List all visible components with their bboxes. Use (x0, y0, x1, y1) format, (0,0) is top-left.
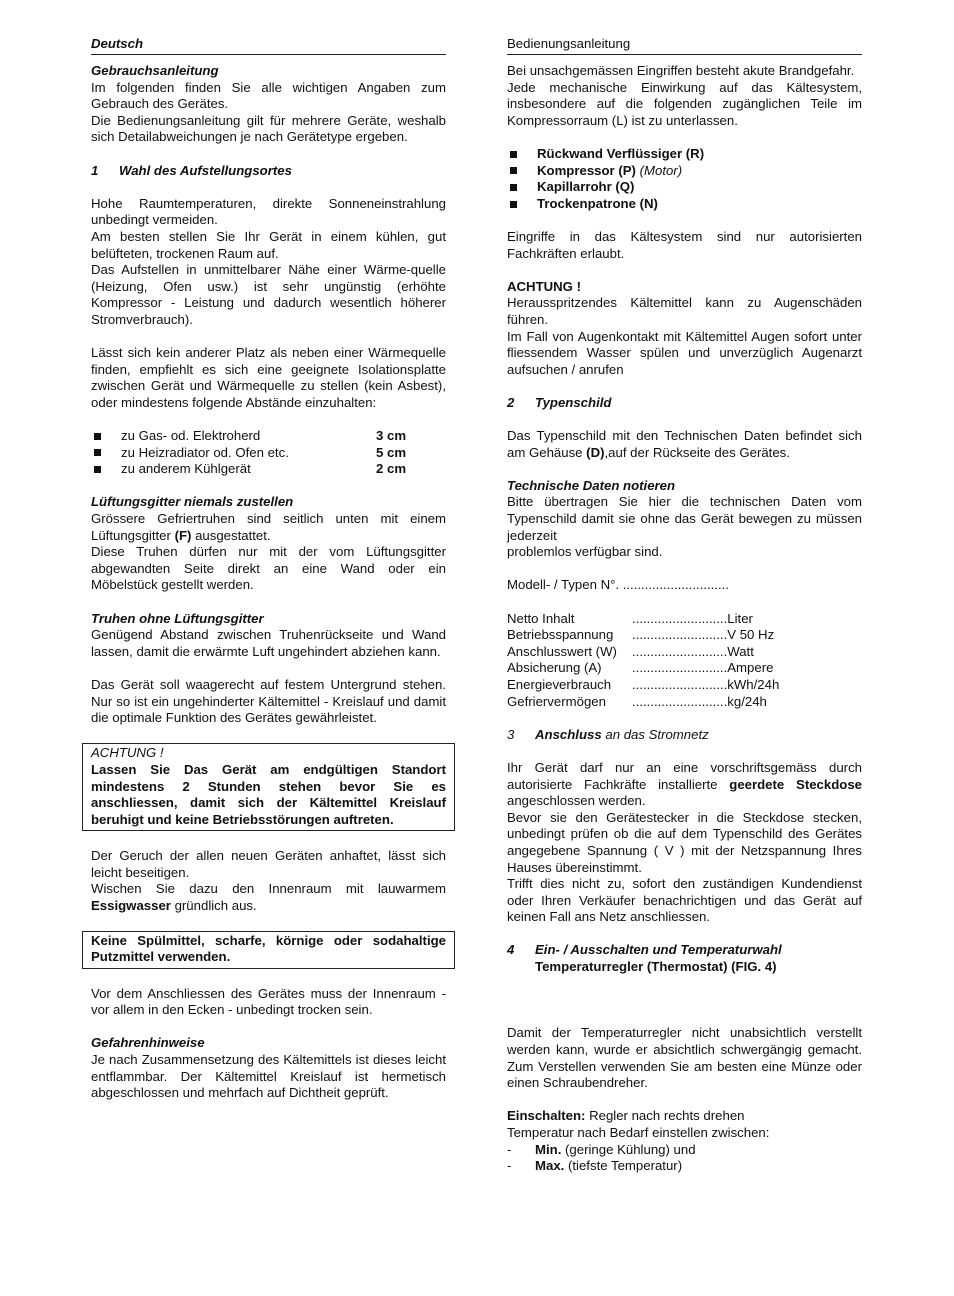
paragraph: Temperatur nach Bedarf einstellen zwischen: (507, 1125, 770, 1140)
paragraph: Ihr Gerät darf nur an eine vorschriftsgemäss durch autorisierte Fachkräfte installierte geerdete Steckdose angeschlossen werden. (507, 759, 862, 809)
paragraph: Hohe Raumtemperaturen, direkte Sonneneinstrahlung unbedingt vermeiden. (91, 195, 446, 228)
table-row: Anschlusswert (W) ..........................Watt (507, 643, 754, 659)
bullet-icon (510, 167, 517, 174)
paragraph: Grössere Gefriertruhen sind seitlich unten mit einem Lüftungsgitter (F) ausgestattet. (91, 511, 446, 543)
section-title-gebrauch: Gebrauchsanleitung (91, 63, 219, 78)
paragraph: Die Bedienungsanleitung gilt für mehrere Geräte, weshalb sich Detailabweichungen je nach Gerätetype ergeben. (91, 112, 446, 145)
list-item: Trockenpatrone (N) (507, 196, 862, 213)
paragraph: Bei unsachgemässen Eingriffen besteht akute Brandgefahr. (507, 63, 855, 78)
list-item: - Min. (geringe Kühlung) und (507, 1141, 696, 1157)
table-row: Betriebsspannung ..........................V 50 Hz (507, 627, 775, 643)
model-line: Modell- / Typen N°. ............................. (507, 577, 729, 593)
right-column (507, 36, 862, 1175)
bullet-icon (94, 466, 101, 473)
list-item: zu anderem Kühlgerät 2 cm (91, 461, 446, 478)
paragraph: problemlos verfügbar sind. (507, 544, 663, 560)
bullet-icon (94, 433, 101, 440)
parts-list (507, 146, 862, 212)
paragraph: Das Typenschild mit den Technischen Daten befindet sich am Gehäuse (D),auf der Rückseite des Gerätes. (507, 428, 862, 460)
section-title-technische-daten: Technische Daten notieren (507, 477, 676, 493)
page-header-left: Deutsch (91, 36, 446, 55)
paragraph: Jede mechanische Einwirkung auf das Kältesystem, insbesondere auf die folgenden zugänglichen Teile im Kompressorraum (L) ist zu unterlassen. (507, 79, 862, 128)
paragraph: Lässt sich kein anderer Platz als neben einer Wärmequelle finden, empfiehlt es sich eine geeignete Isolationsplatte zwischen Gerät und Wärmequelle zu stellen (kein Asbest), oder mindestens folgende Abstände einzuhalten: (91, 345, 446, 410)
notice-text: Keine Spülmittel, scharfe, körnige oder sodahaltige Putzmittel verwenden. (91, 932, 446, 965)
paragraph: Im folgenden finden Sie alle wichtigen Angaben zum Gebrauch des Gerätes. (91, 79, 446, 112)
list-item: zu Gas- od. Elektroherd 3 cm (91, 428, 446, 445)
paragraph: Bevor sie den Gerätestecker in die Steckdose stecken, unbedingt prüfen ob die auf dem Typenschild des Gerätes angegebene Spannung ( V ) mit der Netzspannung Ihres Hauses übereinstimmt. (507, 809, 862, 875)
bullet-icon (510, 184, 517, 191)
section-title-gefahren: Gefahrenhinweise (91, 1035, 205, 1051)
paragraph: Das Aufstellen in unmittelbarer Nähe einer Wärme-quelle (Heizung, Ofen usw.) ist sehr ungünstig (erhöhte Kompressor - Leistung und dadurch wesentlich höherer Stromverbrauch). (91, 262, 446, 327)
table-row: Gefriervermögen ..........................kg/24h (507, 693, 767, 709)
paragraph: Genügend Abstand zwischen Truhenrückseite und Wand lassen, damit die erwärmte Luft ungehindert abziehen kann. (91, 627, 446, 659)
paragraph: Je nach Zusammensetzung des Kältemittels ist dieses leicht entflammbar. Der Kältemittel Kreislauf ist hermetisch abgeschlossen und mehrfach auf Dichtheit geprüft. (91, 1052, 446, 1101)
warning-box (82, 743, 455, 831)
paragraph: Das Gerät soll waagerecht auf festem Untergrund stehen. Nur so ist ein ungehinderter Kältemittel - Kreislauf und damit die optimale Funktion des Gerätes gewährleistet. (91, 676, 446, 726)
list-item: Rückwand Verflüssiger (R) (507, 146, 862, 163)
paragraph: Herausspritzendes Kältemittel kann zu Augenschäden führen. (507, 295, 862, 327)
section-subtitle-4: Temperaturregler (Thermostat) (FIG. 4) (535, 959, 777, 975)
paragraph: Bitte übertragen Sie hier die technischen Daten vom Typenschild damit sie ohne das Gerät bewegen zu müssen jederzeit (507, 494, 862, 543)
bullet-icon (510, 201, 517, 208)
page-header-right: Bedienungsanleitung (507, 36, 862, 55)
list-item: Kompressor (P) (Motor) (507, 163, 862, 180)
list-item: - Max. (tiefste Temperatur) (507, 1158, 683, 1174)
paragraph: Im Fall von Augenkontakt mit Kältemittel Augen sofort unter fliessendem Wasser spülen und unverzüglich Augenarzt aufsuchen / anrufen (507, 328, 862, 377)
paragraph: Eingriffe in das Kältesystem sind nur autorisierten Fachkräften erlaubt. (507, 228, 862, 261)
paragraph: Am besten stellen Sie Ihr Gerät in einem kühlen, gut belüfteten, trockenen Raum auf. (91, 228, 446, 261)
section-title-lueftung: Lüftungsgitter niemals zustellen (91, 494, 294, 510)
distance-list (91, 428, 446, 478)
section-heading-4: 4 Ein- / Ausschalten und Temperaturwahl (507, 942, 782, 958)
paragraph: Wischen Sie dazu den Innenraum mit lauwarmem Essigwasser gründlich aus. (91, 881, 446, 913)
section-heading-2: 2 Typenschild (507, 394, 612, 410)
warning-title: ACHTUNG ! (507, 278, 581, 294)
list-item: zu Heizradiator od. Ofen etc. 5 cm (91, 445, 446, 462)
paragraph: Vor dem Anschliessen des Gerätes muss der Innenraum - vor allem in den Ecken - unbedingt trocken sein. (91, 985, 446, 1018)
paragraph: Diese Truhen dürfen nur mit der vom Lüftungsgitter abgewandten Seite direkt an eine Wand oder ein Möbelstück gestellt werden. (91, 544, 446, 593)
left-column (91, 36, 446, 1102)
paragraph: Der Geruch der allen neuen Geräten anhaftet, lässt sich leicht beseitigen. (91, 847, 446, 880)
warning-title: ACHTUNG ! (91, 745, 164, 761)
table-row: Absicherung (A) ..........................Ampere (507, 660, 774, 676)
paragraph: Einschalten: Regler nach rechts drehen (507, 1108, 745, 1124)
bullet-icon (510, 151, 517, 158)
section-heading-3: 3 Anschluss an das Stromnetz (507, 726, 709, 742)
table-row: Energieverbrauch ..........................kWh/24h (507, 676, 780, 692)
paragraph: Damit der Temperaturregler nicht unabsichtlich verstellt werden kann, wurde er absichtlich schwergängig gemacht. Zum Verstellen verwenden Sie am besten eine Münze oder einen Schraubendreher. (507, 1025, 862, 1091)
warning-text: Lassen Sie Das Gerät am endgültigen Standort mindestens 2 Stunden stehen bevor Sie es anschliessen, damit sich der Kältemittel Kreislauf beruhigt und keine Betriebsstörungen auftreten. (91, 761, 446, 827)
notice-box (82, 931, 455, 969)
section-heading-1: 1 Wahl des Aufstellungsortes (91, 162, 292, 178)
bullet-icon (94, 449, 101, 456)
list-item: Kapillarrohr (Q) (507, 179, 862, 196)
table-row: Netto Inhalt ..........................Liter (507, 610, 753, 626)
tech-data-table (507, 611, 862, 711)
section-title-truhen: Truhen ohne Lüftungsgitter (91, 610, 264, 626)
paragraph: Trifft dies nicht zu, sofort den zuständigen Kundendienst oder Ihren Verkäufer benachrichtigen und das Gerät auf keinen Fall ans Netz anschliessen. (507, 876, 862, 925)
